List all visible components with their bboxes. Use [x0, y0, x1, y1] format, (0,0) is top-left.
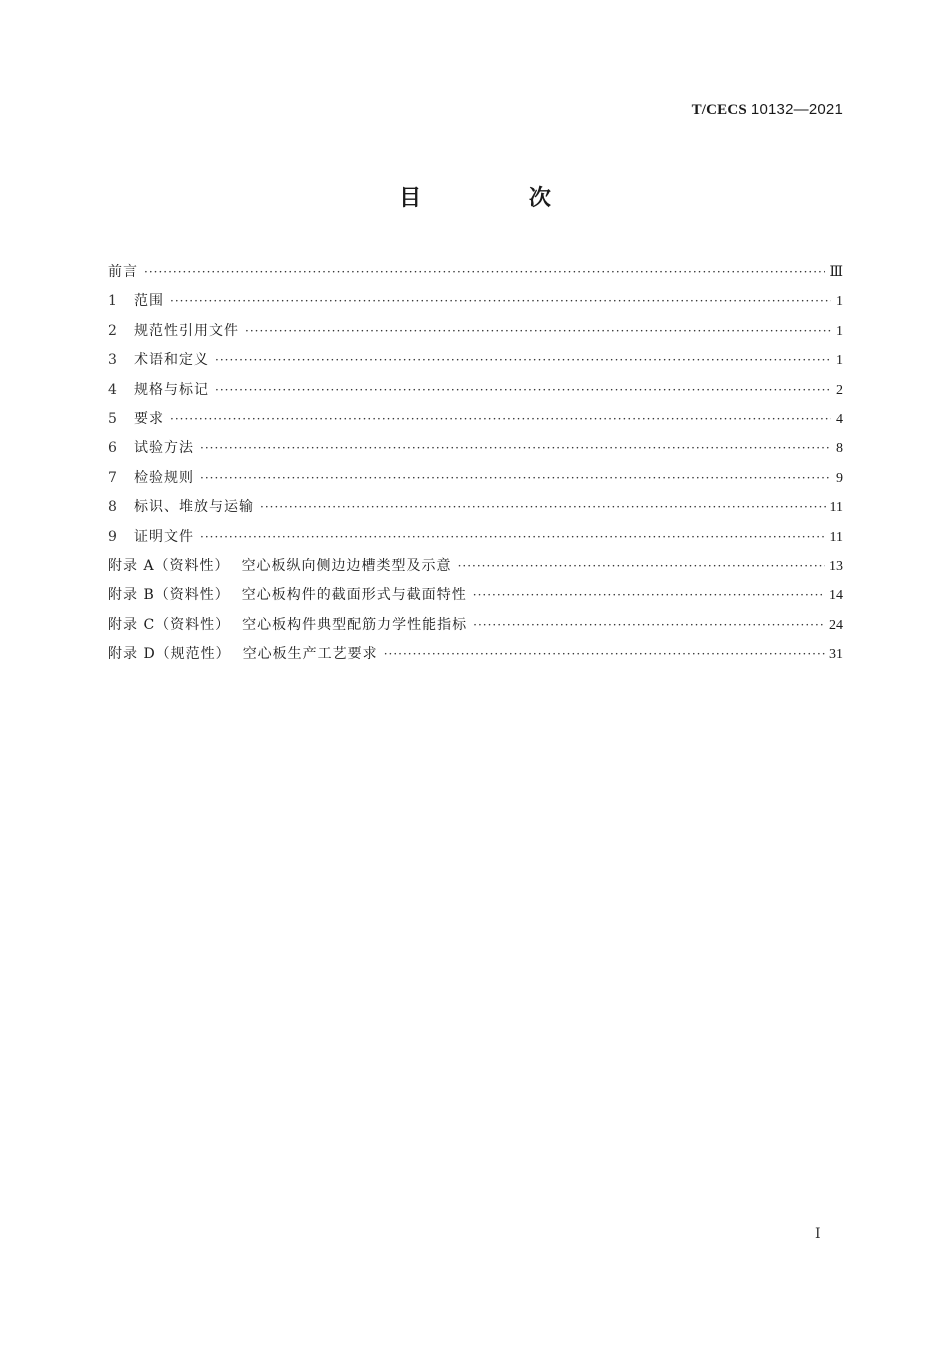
- toc-entry-number: 2: [108, 322, 117, 339]
- toc-entry-page: 8: [836, 441, 843, 457]
- toc-dot-leader: [458, 554, 825, 578]
- toc-entry-subtitle: 空心板构件典型配筋力学性能指标: [242, 616, 468, 633]
- toc-entry[interactable]: [108, 289, 843, 318]
- toc-entry-number: 9: [108, 528, 117, 545]
- toc-entry-subtitle: 空心板构件的截面形式与截面特性: [241, 587, 467, 604]
- toc-entry-page: 9: [836, 470, 843, 486]
- toc-entry[interactable]: [108, 260, 843, 289]
- toc-entry-label: 附录 A（资料性）: [108, 557, 230, 574]
- toc-dot-leader: [170, 289, 831, 313]
- toc-entry[interactable]: [108, 583, 843, 612]
- toc-entry-page: 1: [836, 353, 843, 369]
- toc-entry[interactable]: [108, 554, 843, 583]
- toc-entry[interactable]: [108, 407, 843, 436]
- toc-entry-label: 前言: [108, 264, 138, 280]
- toc-dot-leader: [170, 407, 831, 431]
- toc-dot-leader: [473, 613, 825, 637]
- toc-entry[interactable]: [108, 319, 843, 348]
- toc-dot-leader: [200, 466, 831, 490]
- toc-dot-leader: [215, 378, 831, 402]
- toc-entry[interactable]: [108, 613, 843, 642]
- toc-entry-page: 31: [829, 647, 843, 663]
- toc-entry-number: 1: [108, 293, 117, 310]
- toc-entry[interactable]: [108, 378, 843, 407]
- toc-entry[interactable]: [108, 642, 843, 671]
- toc-entry-number: 6: [108, 440, 117, 457]
- toc-dot-leader: [260, 495, 826, 519]
- toc-entry-label: 规格与标记: [134, 381, 209, 398]
- toc-entry-number: 5: [108, 410, 117, 427]
- toc-title: 目 次: [399, 186, 601, 211]
- toc-entry-label: 标识、堆放与运输: [134, 499, 254, 516]
- toc-entry-page: 4: [836, 411, 843, 427]
- toc-entry-label: 附录 D（规范性）: [108, 646, 231, 663]
- toc-dot-leader: [144, 260, 825, 284]
- standard-code: [692, 101, 843, 119]
- toc-entry-label: 证明文件: [134, 528, 194, 545]
- toc-dot-leader: [384, 642, 825, 666]
- toc-entry-page: 2: [836, 382, 843, 398]
- toc-entry-page: 11: [829, 529, 843, 545]
- page-number: Ⅰ: [815, 1227, 821, 1242]
- toc-entry-number: 4: [108, 381, 117, 398]
- toc-entry-page: 13: [829, 558, 843, 574]
- toc-entry[interactable]: [108, 525, 843, 554]
- toc-entry-label: 附录 B（资料性）: [108, 587, 230, 604]
- toc-dot-leader: [200, 525, 826, 549]
- toc-entry-page: Ⅲ: [829, 265, 843, 280]
- toc-entry[interactable]: [108, 348, 843, 377]
- toc-entry-subtitle: 空心板纵向侧边边槽类型及示意: [241, 557, 452, 574]
- standard-number: 10132—2021: [750, 101, 843, 118]
- toc-entry-label: 术语和定义: [134, 352, 209, 369]
- toc-entry-page: 11: [829, 500, 843, 516]
- toc-dot-leader: [200, 436, 831, 460]
- toc-entry[interactable]: [108, 466, 843, 495]
- toc-entry-label: 要求: [134, 410, 164, 427]
- toc-entry[interactable]: [108, 495, 843, 524]
- toc-entry[interactable]: [108, 436, 843, 465]
- toc-entry-page: 14: [829, 588, 843, 604]
- toc-entry-label: 附录 C（资料性）: [108, 616, 231, 633]
- toc-entry-page: 1: [836, 323, 843, 339]
- toc-entry-subtitle: 空心板生产工艺要求: [242, 646, 378, 663]
- standard-prefix: T/CECS: [691, 102, 747, 118]
- toc-entry-number: 3: [108, 352, 117, 369]
- toc-entry-label: 规范性引用文件: [134, 322, 239, 339]
- toc-entry-label: 试验方法: [134, 440, 194, 457]
- toc-entry-label: 范围: [134, 293, 164, 310]
- toc-dot-leader: [473, 583, 825, 607]
- toc-entry-page: 1: [836, 294, 843, 310]
- toc-entry-number: 8: [108, 499, 117, 516]
- toc-entry-page: 24: [829, 617, 843, 633]
- toc-entry-label: 检验规则: [134, 469, 194, 486]
- toc-dot-leader: [245, 319, 831, 343]
- toc-dot-leader: [215, 348, 831, 372]
- toc-entry-number: 7: [108, 469, 117, 486]
- table-of-contents: [108, 260, 843, 671]
